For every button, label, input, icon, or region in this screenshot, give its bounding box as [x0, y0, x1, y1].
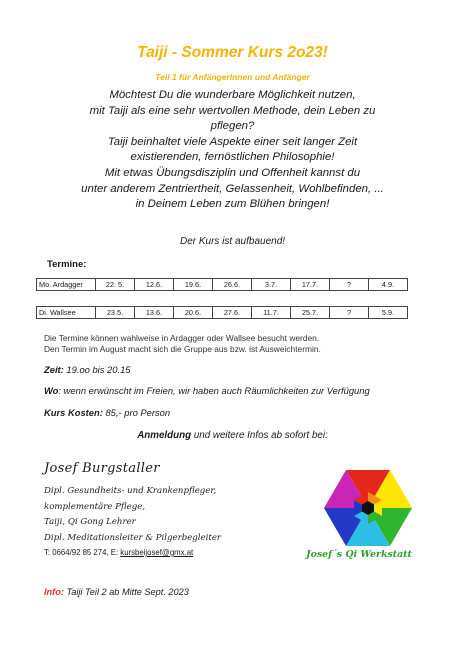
- credential-line: komplementäre Pflege,: [44, 501, 146, 512]
- schedule-date: ?: [330, 279, 369, 291]
- intro-line: mit Taiji als eine sehr wertvollen Methode, dein Leben zu: [89, 104, 376, 117]
- schedule-date: 20.6.: [174, 307, 213, 319]
- info-line: [44, 587, 189, 597]
- intro-line: Mit etwas Übungsdisziplin und Offenheit kannst du: [104, 166, 361, 179]
- time-value: 19.oo bis 20.15: [66, 364, 131, 375]
- schedule-note: [44, 333, 321, 355]
- location-info: [44, 385, 370, 396]
- schedule-location: Di. Wallsee: [37, 307, 96, 319]
- registration-info: [0, 430, 465, 441]
- registration-value: und weitere Infos ab sofort bei:: [193, 430, 328, 441]
- credential-line: Dipl. Gesundheits- und Krankenpfleger,: [44, 486, 217, 496]
- info-value: Taiji Teil 2 ab Mitte Sept. 2023: [66, 587, 189, 597]
- schedule-date: 3.7.: [252, 279, 291, 291]
- intro-line: existierenden, fernöstlichen Philosophie!: [130, 151, 335, 164]
- schedule-location: Mo. Ardagger: [37, 279, 96, 291]
- schedule-date: 26.6.: [213, 279, 252, 291]
- intro-line: Möchtest Du die wunderbare Möglichkeit nutzen,: [109, 89, 356, 101]
- schedule-date: 25.7.: [291, 307, 330, 319]
- page-title: Taiji - Sommer Kurs 2o23!: [137, 44, 328, 61]
- termine-heading: Termine:: [47, 259, 87, 270]
- page-subtitle: Teil 1 für AnfängerInnen und Anfänger: [155, 72, 310, 82]
- cost-info: [44, 407, 170, 418]
- logo-text: Josef´s Qi Werkstatt: [306, 549, 412, 560]
- schedule-date: 13.6.: [135, 307, 174, 319]
- contact-name: Josef Burgstaller: [44, 461, 160, 476]
- location-label: Wo: [44, 385, 59, 396]
- registration-label: Anmeldung: [137, 430, 192, 441]
- schedule-date: 4.9.: [369, 279, 408, 291]
- time-info: [44, 364, 131, 375]
- email-link[interactable]: kursbeijosef@gmx.at: [120, 548, 194, 557]
- schedule-date: 23.5.: [96, 307, 135, 319]
- schedule-date: 11.7.: [252, 307, 291, 319]
- schedule-date: 27.6.: [213, 307, 252, 319]
- course-note: Der Kurs ist aufbauend!: [179, 236, 286, 247]
- schedule-table-ardagger: [36, 278, 408, 291]
- note-line: Die Termine können wahlweise in Ardagger oder Wallsee besucht werden.: [44, 333, 320, 343]
- note-line: Den Termin im August macht sich die Gruppe aus bzw. ist Ausweichtermin.: [44, 344, 321, 354]
- schedule-table-wallsee: [36, 306, 408, 319]
- time-label: Zeit:: [44, 364, 64, 375]
- schedule-date: 17.7.: [291, 279, 330, 291]
- schedule-date: ?: [330, 307, 369, 319]
- credential-line: Taiji, Qi Gong Lehrer: [44, 517, 136, 527]
- intro-line: pflegen?: [210, 120, 255, 133]
- cost-value: 85,- pro Person: [105, 407, 171, 418]
- location-value: : wenn erwünscht im Freien, wir haben auch Räumlichkeiten zur Verfügung: [58, 385, 370, 396]
- intro-text: [60, 88, 405, 213]
- info-label: Info:: [44, 587, 64, 597]
- intro-line: unter anderem Zentriertheit, Gelassenheit, Wohlbefinden, ...: [81, 182, 384, 195]
- contact-line: [44, 548, 193, 557]
- schedule-date: 12.6.: [135, 279, 174, 291]
- intro-line: in Deinem Leben zum Blühen bringen!: [135, 198, 330, 211]
- table-row: [37, 279, 408, 291]
- table-row: [37, 307, 408, 319]
- schedule-date: 19.6.: [174, 279, 213, 291]
- contact-credentials: [44, 484, 221, 546]
- contact-phone: T: 0664/92 85 274, E:: [44, 548, 121, 557]
- credential-line: Dipl. Meditationsleiter & Pilgerbegleiter: [44, 532, 222, 543]
- schedule-date: 22. 5.: [96, 279, 135, 291]
- qi-werkstatt-logo-icon: [322, 468, 414, 548]
- cost-label: Kurs Kosten:: [44, 407, 103, 418]
- intro-line: Taiji beinhaltet viele Aspekte einer seit langer Zeit: [107, 135, 358, 148]
- schedule-date: 5.9.: [369, 307, 408, 319]
